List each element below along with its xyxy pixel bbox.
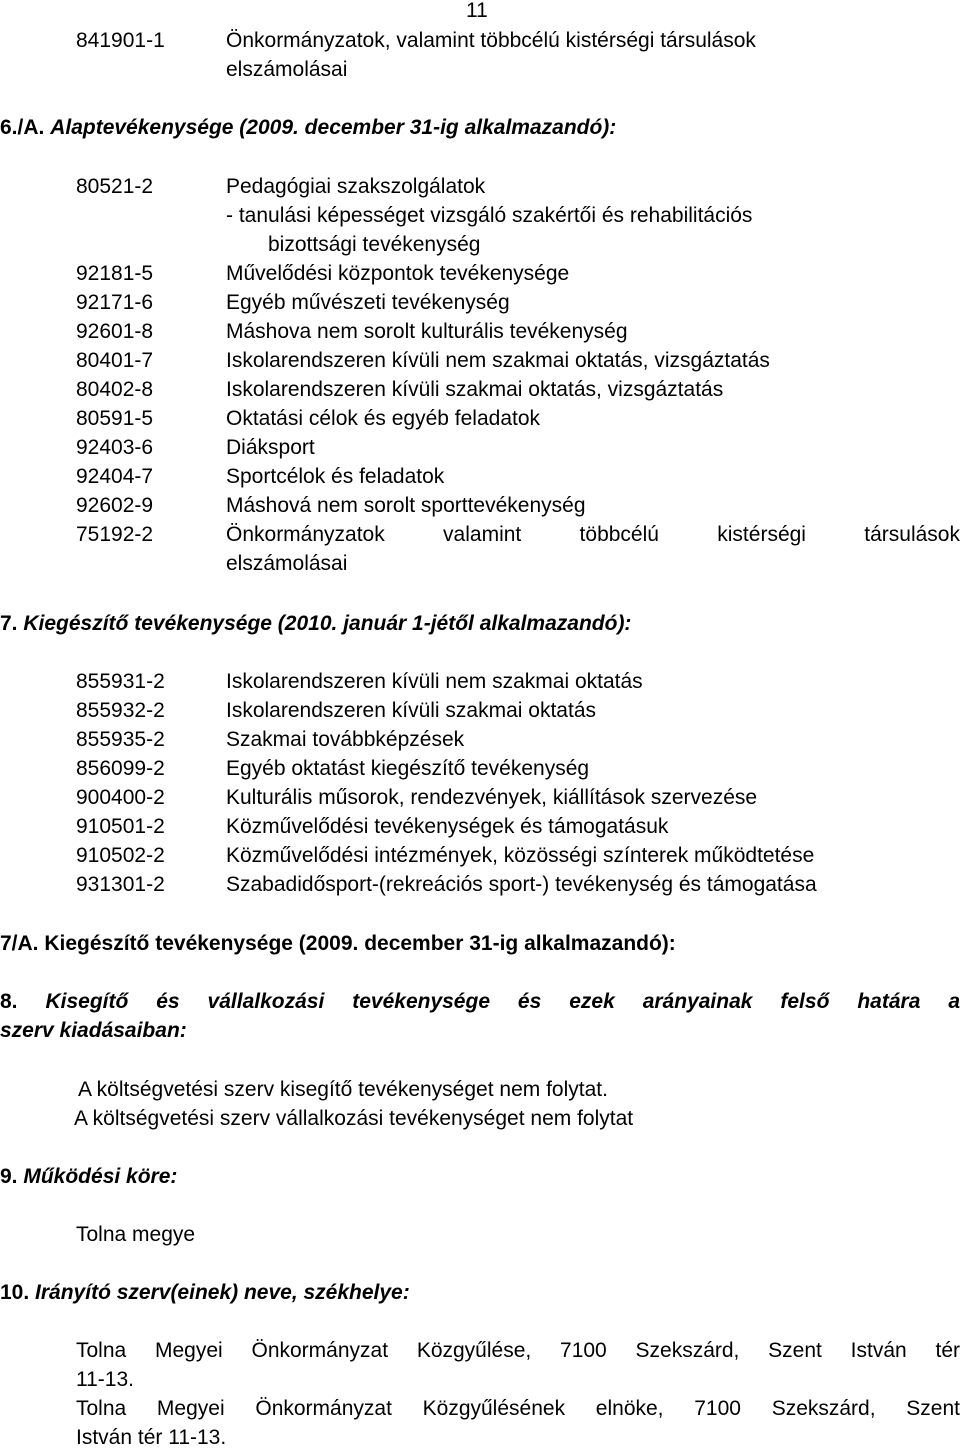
section-10-p1-line2: 11-13.: [76, 1368, 134, 1391]
activity-description: [226, 26, 960, 84]
list-item: [0, 462, 960, 491]
list-item: [0, 696, 960, 725]
section-10-heading: [0, 1278, 960, 1307]
activity-description: Iskolarendszeren kívüli szakmai oktatás, vizsgáztatás: [226, 378, 724, 401]
activity-description-line1: Önkormányzatok, valamint többcélú kistérségi társulások: [226, 29, 756, 52]
section-8-title-line1: Kisegítő és vállalkozási tevékenysége és ezek arányainak felső határa a: [45, 990, 960, 1013]
top-activity-item: [0, 26, 960, 84]
list-item: [0, 317, 960, 346]
section-7-number: 7.: [0, 612, 18, 635]
list-item: [0, 346, 960, 375]
activity-description: Szabadidősport-(rekreációs sport-) tevékenység és támogatása: [226, 873, 817, 896]
section-10-paragraph-1: [76, 1336, 960, 1394]
section-8-heading: [0, 987, 960, 1045]
activity-code: 80401-7: [76, 349, 154, 372]
section-9-number: 9.: [0, 1165, 18, 1188]
activity-code: 75192-2: [76, 523, 154, 546]
activity-code: 841901-1: [76, 29, 165, 52]
activity-description: Iskolarendszeren kívüli szakmai oktatás: [226, 699, 596, 722]
activity-description: Diáksport: [226, 436, 315, 459]
section-10-p2-line1: Tolna Megyei Önkormányzat Közgyűlésének elnöke, 7100 Szekszárd, Szent: [76, 1397, 960, 1420]
activity-description: Oktatási célok és egyéb feladatok: [226, 407, 541, 430]
list-item: [0, 259, 960, 288]
list-item: [0, 433, 960, 462]
section-10-number: 10.: [0, 1281, 30, 1304]
section-10-title: Irányító szerv(einek) neve, székhelye:: [35, 1281, 410, 1304]
activity-subdescription-line1: - tanulási képességet vizsgáló szakértői és rehabilitációs: [226, 204, 753, 227]
section-8-title-line2: szerv kiadásaiban:: [0, 1019, 187, 1042]
activity-code: 92404-7: [76, 465, 154, 488]
activity-code: 80402-8: [76, 378, 154, 401]
activity-description: Sportcélok és feladatok: [226, 465, 445, 488]
activity-code: 92181-5: [76, 262, 154, 285]
section-6a-heading: [0, 113, 960, 142]
section-10-p2-line2: István tér 11-13.: [76, 1426, 227, 1449]
section-7a-number: 7/A.: [0, 932, 39, 955]
list-item: [0, 404, 960, 433]
section-8-text-2: A költségvetési szerv vállalkozási tevékenységet nem folytat: [74, 1107, 634, 1130]
activity-code: 92602-9: [76, 494, 154, 517]
section-10-p1-line1: Tolna Megyei Önkormányzat Közgyűlése, 7100 Szekszárd, Szent István tér: [76, 1339, 960, 1362]
list-item: [0, 725, 960, 754]
activity-description: Máshová nem sorolt sporttevékenység: [226, 494, 586, 517]
activity-description: [226, 520, 960, 578]
activity-description: Iskolarendszeren kívüli nem szakmai oktatás: [226, 670, 643, 693]
list-item: [0, 754, 960, 783]
page-number: 11: [466, 0, 488, 22]
list-item: [0, 520, 960, 578]
activity-description: Közművelődési tevékenységek és támogatásuk: [226, 815, 669, 838]
section-7-list: [0, 667, 960, 899]
activity-description: Művelődési központok tevékenysége: [226, 262, 570, 285]
activity-description: Iskolarendszeren kívüli nem szakmai oktatás, vizsgáztatás: [226, 349, 770, 372]
list-item: [0, 375, 960, 404]
activity-description: Szakmai továbbképzések: [226, 728, 465, 751]
section-9-heading: [0, 1162, 960, 1191]
section-8-text-1: A költségvetési szerv kisegítő tevékenységet nem folytat.: [78, 1078, 608, 1101]
activity-code: 855931-2: [76, 670, 165, 693]
list-item: [0, 288, 960, 317]
section-6a-list: [0, 172, 960, 578]
activity-subdescription-line2: bizottsági tevékenység: [268, 233, 481, 256]
activity-code: 80521-2: [76, 175, 154, 198]
activity-code: 92403-6: [76, 436, 154, 459]
section-10-paragraph-2: [76, 1394, 960, 1452]
list-item: [0, 870, 960, 899]
activity-description: Máshova nem sorolt kulturális tevékenység: [226, 320, 628, 343]
activity-description-line2: elszámolásai: [226, 58, 348, 81]
activity-code: 900400-2: [76, 786, 165, 809]
activity-description: Kulturális műsorok, rendezvények, kiállítások szervezése: [226, 786, 758, 809]
section-6a-number: 6./A.: [0, 116, 45, 139]
activity-code: 80591-5: [76, 407, 154, 430]
section-9-text: Tolna megye: [76, 1223, 196, 1246]
section-6a-title: Alaptevékenysége (2009. december 31-ig alkalmazandó):: [50, 116, 617, 139]
list-item-sub: [0, 201, 960, 230]
list-item: [0, 841, 960, 870]
activity-description: Egyéb művészeti tevékenység: [226, 291, 510, 314]
list-item: [0, 491, 960, 520]
activity-description: Pedagógiai szakszolgálatok: [226, 175, 486, 198]
activity-code: 92601-8: [76, 320, 154, 343]
section-7-title: Kiegészítő tevékenysége (2010. január 1-jétől alkalmazandó):: [23, 612, 632, 635]
section-9-title: Működési köre:: [23, 1165, 178, 1188]
section-7a-heading: [0, 929, 960, 958]
list-item: [0, 667, 960, 696]
activity-code: 855935-2: [76, 728, 165, 751]
activity-description-line2: elszámolásai: [226, 552, 348, 575]
activity-description: Közművelődési intézmények, közösségi színterek működtetése: [226, 844, 815, 867]
activity-code: 910501-2: [76, 815, 165, 838]
activity-description-line1: Önkormányzatok valamint többcélú kistérségi társulások: [226, 523, 960, 546]
activity-code: 92171-6: [76, 291, 154, 314]
activity-code: 856099-2: [76, 757, 165, 780]
section-7-heading: [0, 609, 960, 638]
section-8-heading-line1: [0, 987, 960, 1016]
activity-code: 855932-2: [76, 699, 165, 722]
activity-description: Egyéb oktatást kiegészítő tevékenység: [226, 757, 590, 780]
activity-code: 910502-2: [76, 844, 165, 867]
list-item-sub: [0, 230, 960, 259]
list-item: [0, 812, 960, 841]
section-7a-title: Kiegészítő tevékenysége (2009. december 31-ig alkalmazandó):: [44, 932, 676, 955]
section-8-number: 8.: [0, 990, 18, 1013]
activity-code: 931301-2: [76, 873, 165, 896]
list-item: [0, 172, 960, 201]
list-item: [0, 783, 960, 812]
